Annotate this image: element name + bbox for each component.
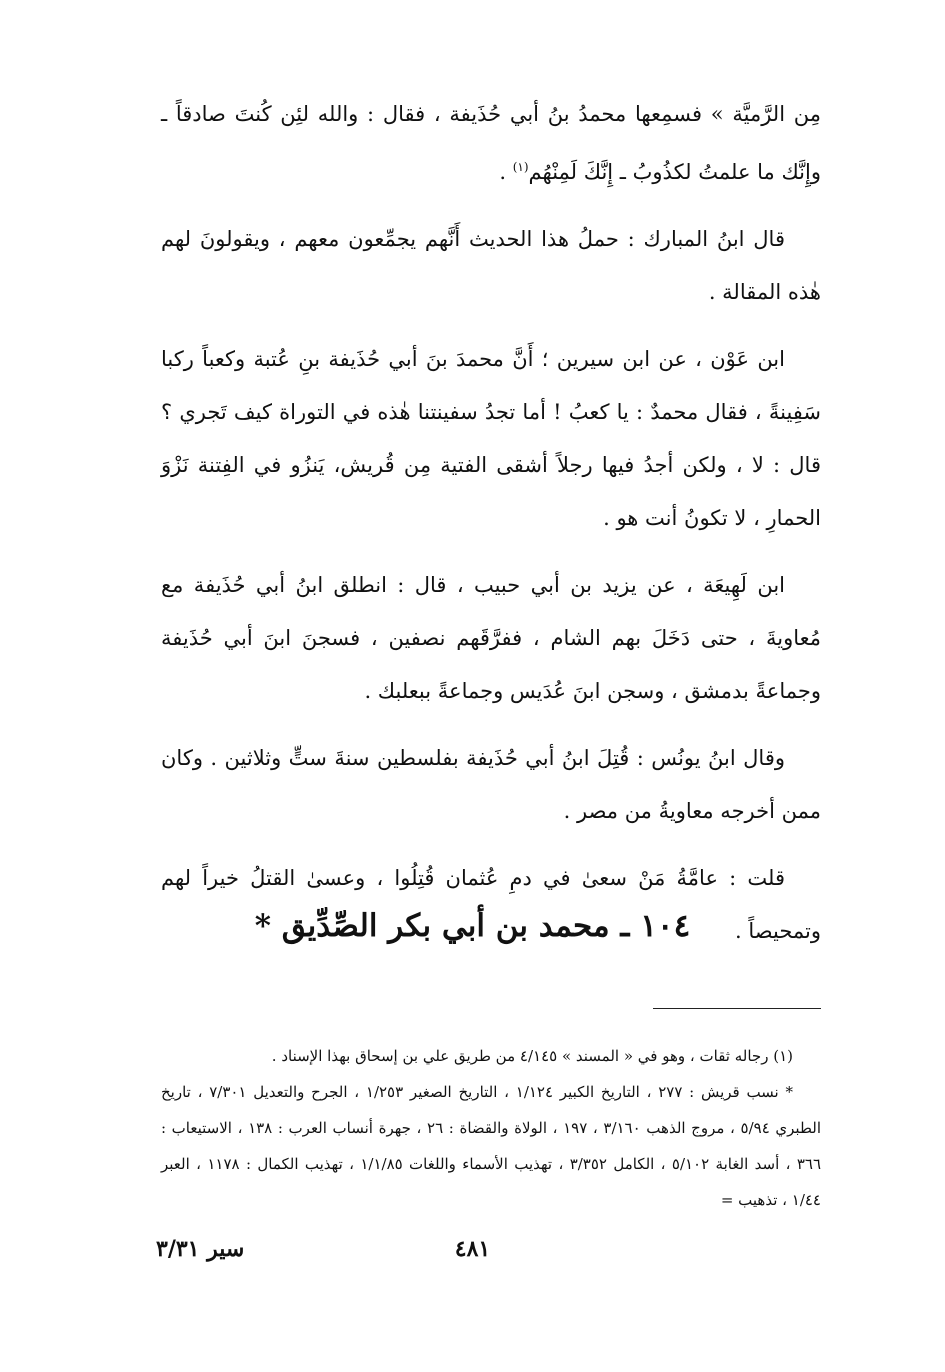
- footnote-2: * نسب قريش : ٢٧٧ ، التاريخ الكبير ١/١٢٤ ، التاريخ الصغير ١/٢٥٣ ، الجرح والتعديل ٧/٣٠١ ، تاريخ الطبري ٥/٩٤ ، مروج الذهب ٣/١٦٠ ، ١٩٧ ، الولاة والقضاة : ٢٦ ، جهرة أنساب العرب : ١٣٨ ، الاستيعاب : ٣٦٦ ، أسد الغابة ٥/١٠٢ ، الكامل ٣/٣٥٢ ، تهذيب الأسماء واللغات ١/١/٨٥ ، تهذيب الكمال : ١١٧٨ ، العبر ١/٤٤ ، تذهيب =: [161, 1083, 822, 1209]
- page-footer: [0, 1236, 945, 1276]
- footnotes: [161, 1038, 821, 1218]
- signature-mark: سير ٣/٣١: [156, 1236, 245, 1262]
- paragraph-2: قال ابنُ المبارك : حملُ هذا الحديث أَنَّهم يجمِّعون معهم ، ويقولونَ لهم هٰذه المقالة .: [161, 227, 821, 304]
- paragraph-5: وقال ابنُ يونُس : قُتِلَ ابنُ أبي حُذَيفة بفلسطين سنةَ ستٍّ وثلاثين . وكان ممن أخرجه معاويةُ من مصر .: [161, 746, 821, 823]
- paragraph-1-end: .: [499, 160, 513, 184]
- footnote-separator: [653, 1008, 821, 1009]
- paragraph-4: ابن لَهِيعَة ، عن يزيد بن أبي حبيب ، قال : انطلق ابنُ أبي حُذَيفة مع مُعاويةَ ، حتى دَخَلَ بهم الشام ، ففرَّقَهم نصفين ، فسجنَ ابنَ أبي حُذَيفة وجماعةً بدمشق ، وسجن ابنَ عُدَيس وجماعةً ببعلبك .: [161, 573, 821, 703]
- main-text: [161, 88, 821, 972]
- footnote-1: (١) رجاله ثقات ، وهو في « المسند » ٤/١٤٥ من طريق علي بن إسحاق بهذا الإسناد .: [271, 1047, 793, 1065]
- page-number: ٤٨١: [454, 1236, 491, 1262]
- paragraph-3: ابن عَوْن ، عن ابن سيرين ؛ أَنَّ محمدَ بنَ أبي حُذَيفة بنِ عُتبة وكعباً ركبا سَفِينةً ، فقال محمدٌ : يا كعبُ ! أما تجدُ سفينتنا هٰذه في التوراة كيف تَجري ؟ قال : لا ، ولكن أجدُ فيها رجلاً أشقى الفتية مِن قُريش، يَنزُو في الفِتنة نَزْوَ الحمارِ ، لا تكونُ أنت هو .: [161, 347, 821, 530]
- footnote-marker: (١): [512, 160, 529, 174]
- paragraph-1-text: مِن الرَّميَّة » فسمِعها محمدُ بنُ أبي حُذَيفة ، فقال : والله لئِن كُنتَ صادقاً ـ وإِنَّك ما علمتُ لكذُوبُ ـ إِنَّكَ لَمِنْهُم: [161, 102, 821, 184]
- paragraph-1: [161, 88, 821, 199]
- section-heading: ١٠٤ ـ محمد بن أبي بكر الصِّدِّيق *: [254, 908, 691, 944]
- paragraph-6: قلت : عامَّةُ مَنْ سعىٰ في دمِ عُثمان قُتِلُوا ، وعسىٰ القتلُ خيراً لهم وتمحيصاً .: [161, 866, 821, 943]
